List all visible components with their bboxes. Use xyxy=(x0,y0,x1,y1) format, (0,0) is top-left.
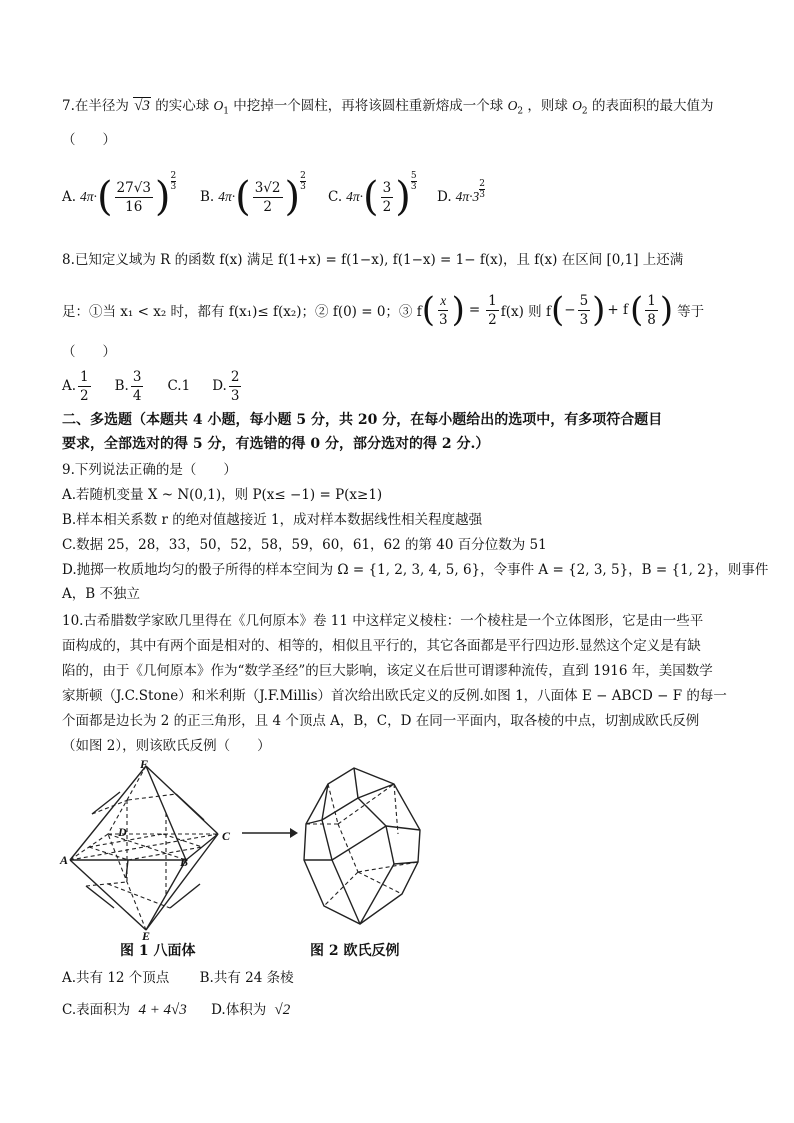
q7-text-b: 的实心球 xyxy=(155,98,210,114)
q7-o1-sub: 1 xyxy=(223,106,229,117)
q7-option-b-den: 2 xyxy=(263,198,272,215)
q7-option-b-coef: 4π· xyxy=(218,189,236,204)
q8-half-num: 1 xyxy=(488,292,497,309)
q7-option-b-num: 3√2 xyxy=(254,179,281,196)
q10-stem-line1: 10.古希腊数学家欧几里得在《几何原本》卷 11 中这样定义棱柱：一个棱柱是一个立体图形，它是由一些平 xyxy=(62,613,704,629)
q7-option-c-label: C. xyxy=(328,189,343,205)
q10-stem-line5: 个面都是边长为 2 的正三角形，且 4 个顶点 A，B，C，D 在同一平面内，取各棱的中点，切割成欧氏反例 xyxy=(62,713,700,729)
q10-option-b[interactable]: B.共有 24 条棱 xyxy=(199,970,294,986)
q7-option-b[interactable] xyxy=(200,172,306,222)
q8-line2-c: 等于 xyxy=(677,304,705,320)
arrow-icon xyxy=(240,826,300,840)
right-paren: ) xyxy=(592,290,606,330)
q7-option-c-exp-den: 3 xyxy=(410,181,417,192)
q7-text-e: 的表面积的最大值为 xyxy=(591,98,714,114)
q8-option-a-label: A. xyxy=(62,378,77,394)
right-paren: ) xyxy=(154,174,171,220)
q8-half-den: 2 xyxy=(488,311,497,328)
right-paren: ) xyxy=(395,174,411,220)
left-paren: ( xyxy=(630,290,644,330)
q7-option-d[interactable] xyxy=(437,178,486,212)
q7-option-b-frac xyxy=(253,179,283,216)
q7-option-c-den: 2 xyxy=(382,198,392,215)
q8-eq: = xyxy=(468,302,481,318)
q10-options-cd xyxy=(62,1000,290,1020)
left-paren: ( xyxy=(235,174,251,220)
vertex-label-f: F xyxy=(140,760,149,771)
q7-option-c[interactable] xyxy=(328,172,417,222)
figure1-caption: 图 1 八面体 xyxy=(120,943,196,959)
q7-option-d-expr: 4π·3 xyxy=(455,189,480,204)
left-paren: ( xyxy=(550,290,565,330)
q7-o1: O xyxy=(213,98,224,113)
right-paren: ) xyxy=(451,290,465,330)
q10-option-c-value: 4 + 4√3 xyxy=(138,1002,187,1018)
q7-blank: （ ） xyxy=(62,132,116,148)
q8-arg-den: 3 xyxy=(438,311,448,328)
q8-stem-line1: 8.已知定义域为 R 的函数 f(x) 满足 f(1+x) = f(1−x), f(1−x) = 1− f(x)，且 f(x) 在区间 [0,1] 上还满 xyxy=(62,252,684,268)
left-paren: ( xyxy=(363,174,379,220)
vertex-label-d: D xyxy=(118,825,127,839)
q8-option-b-label: B. xyxy=(114,378,129,394)
left-paren: ( xyxy=(96,174,113,220)
q7-o2-ref: O xyxy=(572,98,582,113)
q8-half-frac xyxy=(486,292,499,329)
q7-option-c-exp xyxy=(411,171,417,192)
q8-blank: （ ） xyxy=(62,344,116,360)
q7-option-a-coef: 4π· xyxy=(80,189,97,204)
q7-option-c-frac xyxy=(381,179,394,216)
q7-option-b-exp-num: 2 xyxy=(300,170,306,181)
q10-options-ab xyxy=(62,968,294,988)
q7-radius: √3 xyxy=(134,98,150,114)
right-paren: ) xyxy=(284,174,301,220)
q8-option-b-den: 4 xyxy=(132,387,142,404)
q10-option-d-label: D.体积为 xyxy=(211,1002,267,1018)
q7-o2-ref-sub: 2 xyxy=(581,106,588,117)
q7-option-a-label: A. xyxy=(62,189,77,205)
q8-option-d[interactable] xyxy=(212,368,243,405)
q9-option-c[interactable]: C.数据 25，28，33，50，52，58，59，60，61，62 的第 40 百分位数为 51 xyxy=(62,537,547,553)
q8-option-b-num: 3 xyxy=(132,368,142,385)
figure2-caption: 图 2 欧氏反例 xyxy=(310,943,400,959)
section2-heading-line1: 二、多选题（本题共 4 小题，每小题 5 分，共 20 分，在每小题给出的选项中，有多项符合题目 xyxy=(62,412,663,428)
q7-option-a-exp-den: 3 xyxy=(170,181,177,192)
q7-option-c-exp-num: 5 xyxy=(410,170,417,181)
figure2-polyhedron xyxy=(298,764,428,934)
q10-stem-line3: 陷的，由于《几何原本》作为“数学圣经”的巨大影响，该定义在后世可谓谬种流传，直到 1916 年，美国数学 xyxy=(62,663,713,679)
q7-option-d-exp-num: 2 xyxy=(479,178,486,189)
q8-arg-frac xyxy=(437,292,450,329)
q10-option-d[interactable] xyxy=(211,1002,290,1018)
q8-option-b[interactable] xyxy=(115,368,146,405)
left-paren: ( xyxy=(421,290,435,330)
q8-option-a-den: 2 xyxy=(80,387,89,404)
vertex-label-e: E xyxy=(142,929,151,940)
q7-option-a-frac xyxy=(115,179,153,216)
q7-o2: O xyxy=(507,98,518,113)
q7-option-c-coef: 4π· xyxy=(346,189,364,204)
q7-text-a: 7.在半径为 xyxy=(62,98,129,114)
q8-eighth-frac xyxy=(645,292,658,329)
q10-option-d-value: √2 xyxy=(274,1002,291,1018)
q10-option-c[interactable] xyxy=(62,1002,191,1018)
q9-option-a[interactable]: A.若随机变量 X ~ N(0,1)，则 P(x≤ −1) = P(x≥1) xyxy=(62,487,383,503)
q10-stem-line6: （如图 2），则该欧氏反例（ ） xyxy=(62,738,271,754)
q9-option-d-line2: A，B 不独立 xyxy=(62,586,140,602)
q7-option-a-exp xyxy=(171,171,177,192)
q8-neg-den: 3 xyxy=(579,311,589,328)
q8-line2-b: f(x) 则 f xyxy=(500,304,551,320)
q7-option-b-exp-den: 3 xyxy=(300,181,306,192)
q7-option-d-exp-den: 3 xyxy=(479,189,486,200)
q7-option-d-exp xyxy=(479,179,485,200)
q7-text-d: ，则球 xyxy=(527,98,568,114)
q7-option-a-exp-num: 2 xyxy=(170,170,177,181)
q8-neg-frac xyxy=(578,292,591,329)
q8-eighth-num: 1 xyxy=(647,292,656,309)
q10-option-c-label: C.表面积为 xyxy=(62,1002,131,1018)
q8-options xyxy=(62,366,243,406)
q7-text-c: 中挖掉一个圆柱，再将该圆柱重新熔成一个球 xyxy=(233,98,504,114)
figure1-octahedron xyxy=(58,760,248,940)
q7-stem-line1 xyxy=(62,96,713,122)
q7-option-a-num: 27√3 xyxy=(116,179,151,196)
q7-option-d-label: D. xyxy=(437,189,452,205)
q8-stem-line2: 足：①当 x₁ < x₂ 时，都有 f(x₁)≤ f(x₂)；② f(0) = 0；③ f ( $\frac{x}{3}$ ) = $\frac{1}{2}$ f(x) 则 f ( − $\frac{5}{3}$ ) + f ( $\frac{1}{8}$ ) 等于 xyxy=(62,290,705,330)
vertex-label-b: B xyxy=(180,855,189,869)
q8-neg-num: 5 xyxy=(579,292,589,309)
q9-option-b[interactable]: B.样本相关系数 r 的绝对值越接近 1，成对样本数据线性相关程度越强 xyxy=(62,512,483,528)
vertex-label-c: C xyxy=(222,829,231,843)
right-paren: ) xyxy=(659,290,674,330)
q8-eighth-den: 8 xyxy=(647,311,656,328)
q7-option-a[interactable] xyxy=(62,172,176,222)
q8-option-d-den: 3 xyxy=(230,387,240,404)
q8-line2-a: 足：①当 x₁ < x₂ 时，都有 f(x₁)≤ f(x₂)；② f(0) = 0；③ f xyxy=(62,304,422,320)
q7-option-c-num: 3 xyxy=(382,179,392,196)
q8-option-d-label: D. xyxy=(212,378,227,394)
q7-o2-sub: 2 xyxy=(517,106,524,117)
q10-option-a[interactable]: A.共有 12 个顶点 xyxy=(62,970,170,986)
q7-option-b-exp xyxy=(300,171,306,192)
q8-option-a[interactable] xyxy=(62,368,93,405)
q10-stem-line4: 家斯顿（J.C.Stone）和米利斯（J.F.Millis）首次给出欧氏定义的反例.如图 1，八面体 E − ABCD − F 的每一 xyxy=(62,688,727,704)
q7-option-a-den: 16 xyxy=(125,198,143,215)
q8-option-c[interactable]: C.1 xyxy=(167,378,191,394)
q7-option-b-label: B. xyxy=(200,189,215,205)
section2-heading-line2: 要求，全部选对的得 5 分，有选错的得 0 分，部分选对的得 2 分.） xyxy=(62,436,490,452)
q9-stem: 9.下列说法正确的是（ ） xyxy=(62,462,237,478)
q8-option-d-frac xyxy=(229,368,242,405)
q8-option-a-frac xyxy=(78,368,91,405)
q8-option-a-num: 1 xyxy=(80,368,89,385)
q8-arg-num: x xyxy=(438,292,448,311)
q10-stem-line2: 面构成的，其中有两个面是相对的、相等的，相似且平行的，其它各面都是平行四边形.显然这个定义是有缺 xyxy=(62,638,701,654)
q8-plus: + f xyxy=(607,302,629,318)
vertex-label-a: A xyxy=(60,853,69,867)
q8-option-b-frac xyxy=(131,368,144,405)
q9-option-d-line1[interactable]: D.抛掷一枚质地均匀的骰子所得的样本空间为 Ω = {1, 2, 3, 4, 5, 6}，令事件 A = {2, 3, 5}，B = {1, 2}，则事件 xyxy=(62,562,769,578)
q8-option-d-num: 2 xyxy=(230,368,240,385)
